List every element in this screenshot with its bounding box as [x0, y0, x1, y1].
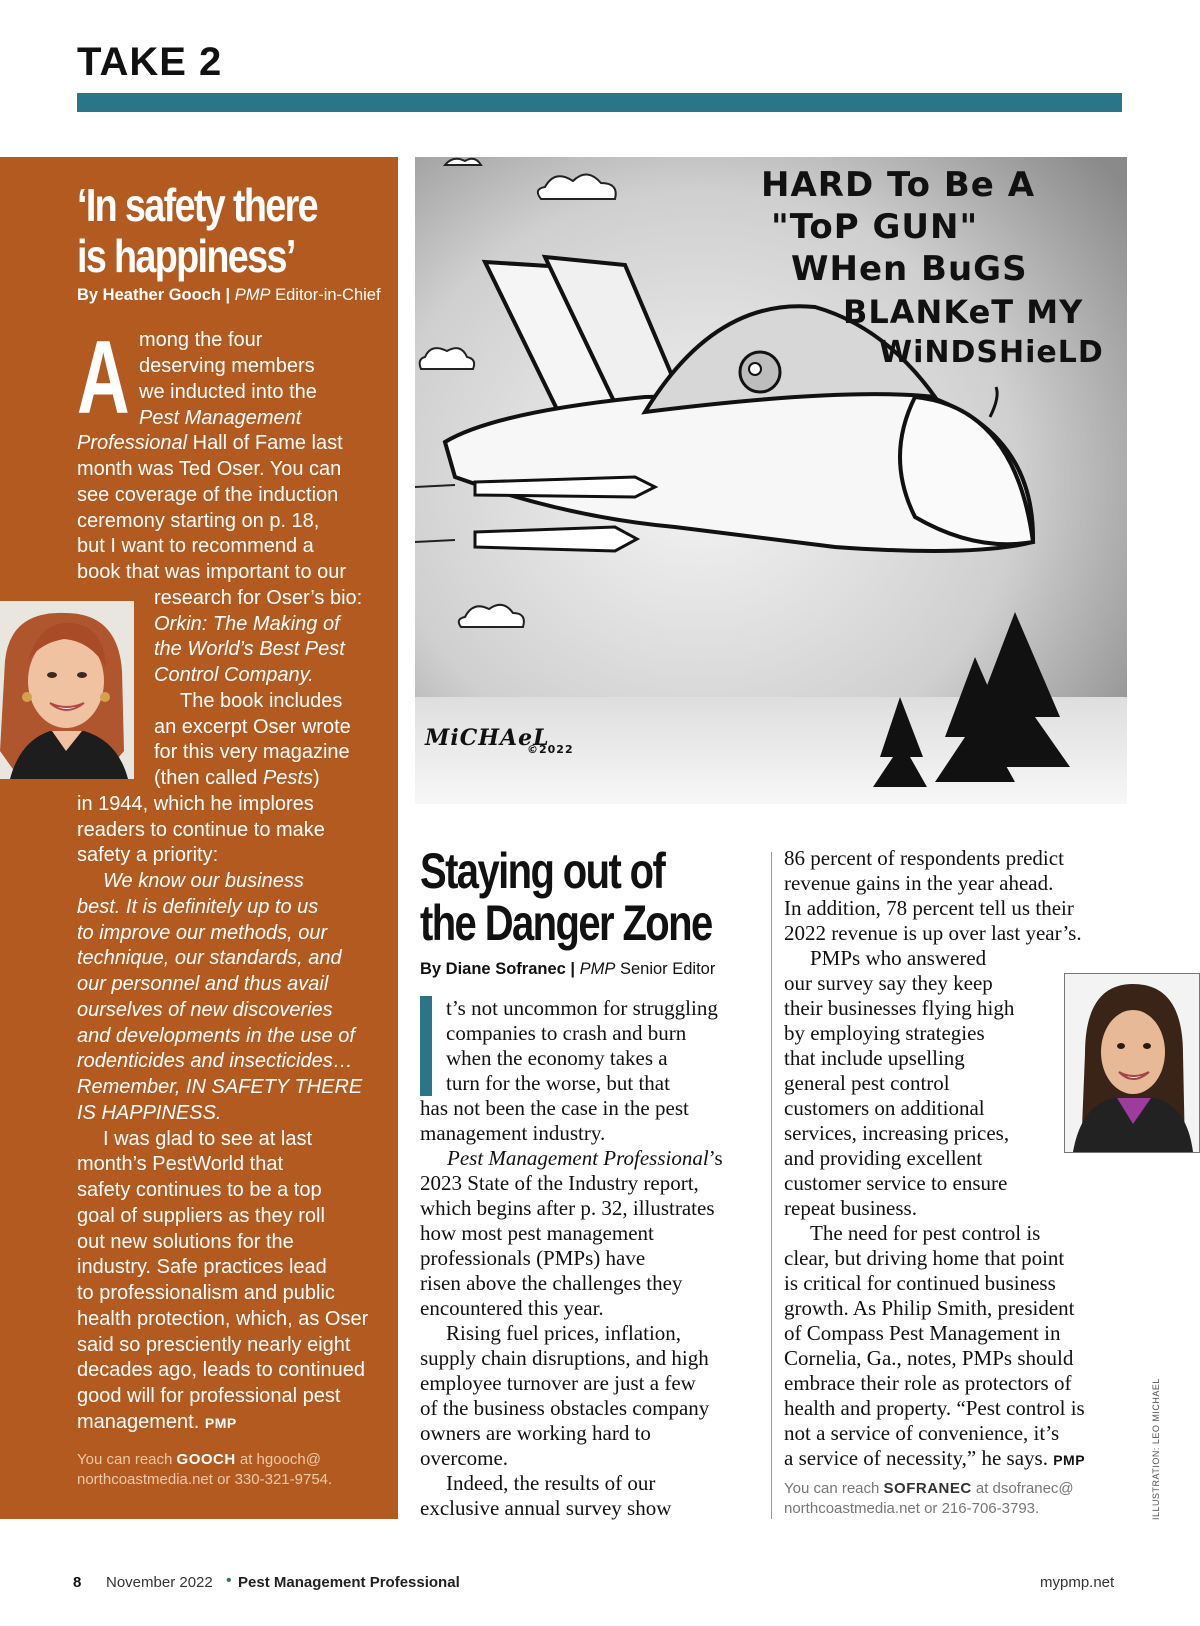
- mid-dropcap: [420, 996, 432, 1096]
- right-line: that include upselling: [784, 1046, 965, 1070]
- left-quote-line: Remember, IN SAFETY THERE: [77, 1076, 363, 1098]
- mid-byline-separator: |: [565, 960, 580, 978]
- right-line: 86 percent of respondents predict: [784, 846, 1064, 870]
- right-line: is critical for continued business: [784, 1271, 1056, 1295]
- left-quote-line: to improve our methods, our: [77, 922, 328, 944]
- left-line: month was Ted Oser. You can: [77, 458, 342, 480]
- mid-line: owners are working hard to: [420, 1421, 651, 1445]
- mid-line: how most pest management: [420, 1221, 654, 1245]
- right-line: 2022 revenue is up over last year’s.: [784, 921, 1082, 945]
- author-photo-gooch: [0, 601, 134, 779]
- left-title-line-1: ‘In safety there: [77, 179, 318, 231]
- right-contact: You can reach SOFRANEC at dsofranec@ northcoastmedia.net or 216-706-3793.: [784, 1480, 1074, 1517]
- right-line: a service of necessity,” he says. PMP: [784, 1446, 1086, 1470]
- right-line: revenue gains in the year ahead.: [784, 871, 1054, 895]
- left-line: management. PMP: [77, 1411, 237, 1433]
- mid-line: exclusive annual survey show: [420, 1496, 672, 1520]
- cartoon-caption-line: WHen BuGS: [791, 249, 1028, 289]
- mid-line: has not been the case in the pest: [420, 1096, 689, 1120]
- mid-byline-author: By Diane Sofranec: [420, 960, 566, 978]
- left-contact-name: GOOCH: [176, 1451, 236, 1468]
- header-rule: [77, 93, 1122, 112]
- left-line: (then called Pests): [154, 767, 320, 789]
- mid-line: risen above the challenges they: [420, 1271, 683, 1295]
- illustration-credit: ILLUSTRATION: LEO MICHAEL: [1151, 1378, 1161, 1520]
- cartoon-caption-line: WiNDSHieLD: [879, 335, 1104, 370]
- footer-publication: Pest Management Professional: [238, 1574, 460, 1591]
- left-quote-line: We know our business: [103, 870, 304, 892]
- left-quote-line: rodenticides and insecticides…: [77, 1050, 353, 1072]
- left-line: we inducted into the: [139, 381, 317, 403]
- left-title-line-2: is happiness’: [77, 230, 295, 282]
- mid-byline-role: Senior Editor: [615, 960, 716, 978]
- left-quote-line: IS HAPPINESS.: [77, 1102, 222, 1124]
- left-article-title: [77, 180, 331, 282]
- right-line: The need for pest control is: [810, 1221, 1041, 1245]
- right-line: and providing excellent: [784, 1146, 983, 1170]
- left-line: in 1944, which he implores: [77, 793, 314, 815]
- right-line: not a service of convenience, it’s: [784, 1421, 1060, 1445]
- left-byline-pub: PMP: [234, 286, 271, 304]
- left-line: for this very magazine: [154, 741, 350, 763]
- left-line: readers to continue to make: [77, 819, 325, 841]
- mid-line: which begins after p. 32, illustrates: [420, 1196, 715, 1220]
- mid-line: management industry.: [420, 1121, 606, 1145]
- mid-line: supply chain disruptions, and high: [420, 1346, 709, 1370]
- cartoon-signature: MiCHAeL: [425, 725, 550, 751]
- mid-line: 2023 State of the Industry report,: [420, 1171, 699, 1195]
- mid-article-title: [420, 845, 712, 949]
- mid-line: overcome.: [420, 1446, 509, 1470]
- right-line: Cornelia, Ga., notes, PMPs should: [784, 1346, 1074, 1370]
- cartoon-caption-line: BLANKeT MY: [843, 293, 1084, 331]
- left-line: decades ago, leads to continued: [77, 1359, 365, 1381]
- left-line: an excerpt Oser wrote: [154, 716, 351, 738]
- left-line: good will for professional pest: [77, 1385, 341, 1407]
- left-line: but I want to recommend a: [77, 535, 314, 557]
- left-line: see coverage of the induction: [77, 484, 339, 506]
- left-line: mong the four: [139, 329, 263, 351]
- left-article-byline: [77, 286, 381, 305]
- left-line: deserving members: [139, 355, 315, 377]
- mid-title-line-2: the Danger Zone: [420, 895, 712, 951]
- footer-bullet-icon: •: [226, 1572, 232, 1589]
- left-line: said so presciently nearly eight: [77, 1334, 351, 1356]
- right-line: customer service to ensure: [784, 1171, 1008, 1195]
- mid-line: Indeed, the results of our: [446, 1471, 656, 1495]
- left-quote-line: ourselves of new discoveries: [77, 999, 333, 1021]
- right-end-mark: PMP: [1053, 1452, 1086, 1468]
- right-line: customers on additional: [784, 1096, 985, 1120]
- right-line: In addition, 78 percent tell us their: [784, 896, 1074, 920]
- left-line: goal of suppliers as they roll: [77, 1205, 325, 1227]
- cartoon-caption-line: "ToP GUN": [771, 207, 979, 247]
- mid-line: of the business obstacles company: [420, 1396, 710, 1420]
- right-line: repeat business.: [784, 1196, 917, 1220]
- left-end-mark: PMP: [204, 1415, 237, 1431]
- left-quote-line: best. It is definitely up to us: [77, 896, 319, 918]
- left-quote-line: technique, our standards, and: [77, 947, 342, 969]
- left-line: industry. Safe practices lead: [77, 1256, 327, 1278]
- mid-article-byline: [420, 960, 715, 979]
- column-divider: [771, 852, 772, 1519]
- left-line: Professional Hall of Fame last: [77, 432, 343, 454]
- right-line: of Compass Pest Management in: [784, 1321, 1061, 1345]
- right-line: by employing strategies: [784, 1021, 985, 1045]
- mid-line: turn for the worse, but that: [446, 1071, 670, 1095]
- right-line: their businesses flying high: [784, 996, 1015, 1020]
- left-line: Orkin: The Making of: [154, 613, 340, 635]
- left-line: The book includes: [180, 690, 343, 712]
- cartoon-copyright: ©2022: [527, 743, 574, 756]
- cartoon-illustration: [415, 157, 1127, 804]
- left-line: health protection, which, as Oser: [77, 1308, 369, 1330]
- left-byline-role: Editor-in-Chief: [270, 286, 381, 304]
- left-contact: You can reach GOOCH at hgooch@ northcoastmedia.net or 330-321-9754.: [77, 1451, 333, 1488]
- left-line: I was glad to see at last: [103, 1128, 313, 1150]
- left-dropcap: A: [77, 320, 130, 436]
- mid-title-line-1: Staying out of: [420, 843, 665, 899]
- author-photo-sofranec: [1064, 973, 1200, 1153]
- mid-line: Rising fuel prices, inflation,: [446, 1321, 682, 1345]
- left-line: the World’s Best Pest: [154, 638, 345, 660]
- right-line: services, increasing prices,: [784, 1121, 1010, 1145]
- left-quote-line: and developments in the use of: [77, 1025, 355, 1047]
- mid-line: when the economy takes a: [446, 1046, 668, 1070]
- section-title: TAKE 2: [77, 40, 223, 84]
- right-line: PMPs who answered: [810, 946, 987, 970]
- mid-line: Pest Management Professional’s: [447, 1146, 723, 1170]
- mid-line: t’s not uncommon for struggling: [446, 996, 718, 1020]
- left-line: ceremony starting on p. 18,: [77, 510, 320, 532]
- footer-date: November 2022: [106, 1574, 213, 1591]
- right-contact-name: SOFRANEC: [883, 1480, 972, 1497]
- mid-line: encountered this year.: [420, 1296, 604, 1320]
- left-line: to professionalism and public: [77, 1282, 335, 1304]
- right-line: our survey say they keep: [784, 971, 993, 995]
- mid-line: employee turnover are just a few: [420, 1371, 696, 1395]
- left-line: Control Company.: [154, 664, 314, 686]
- footer-url-link[interactable]: mypmp.net: [1040, 1574, 1115, 1591]
- left-line: month’s PestWorld that: [77, 1153, 284, 1175]
- left-line: research for Oser’s bio:: [154, 587, 363, 609]
- mid-line: professionals (PMPs) have: [420, 1246, 646, 1270]
- left-quote-line: our personnel and thus avail: [77, 973, 329, 995]
- mid-byline-pub: PMP: [579, 960, 616, 978]
- mid-line: companies to crash and burn: [446, 1021, 687, 1045]
- cartoon-caption-line: HARD To Be A: [761, 165, 1036, 205]
- right-line: growth. As Philip Smith, president: [784, 1296, 1075, 1320]
- left-line: Pest Management: [139, 407, 302, 429]
- right-line: general pest control: [784, 1071, 950, 1095]
- right-line: clear, but driving home that point: [784, 1246, 1065, 1270]
- left-line: safety a priority:: [77, 844, 219, 866]
- left-line: safety continues to be a top: [77, 1179, 322, 1201]
- right-line: embrace their role as protectors of: [784, 1371, 1072, 1395]
- footer-page-number: 8: [73, 1574, 82, 1591]
- left-byline-separator: |: [220, 286, 235, 304]
- left-byline-author: By Heather Gooch: [77, 286, 221, 304]
- right-line: health and property. “Pest control is: [784, 1396, 1085, 1420]
- left-line: out new solutions for the: [77, 1231, 294, 1253]
- left-line: book that was important to our: [77, 561, 347, 583]
